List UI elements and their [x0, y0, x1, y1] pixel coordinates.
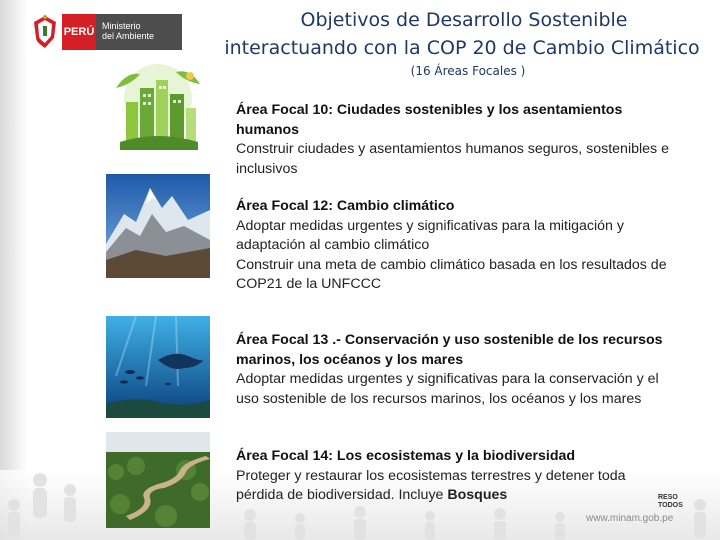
- focal-area-heading: Área Focal 12: Cambio climático: [236, 198, 455, 214]
- ministry-line-2: del Ambiente: [102, 31, 155, 41]
- focal-area-12: [236, 197, 676, 295]
- focal-area-10: [236, 101, 676, 179]
- focal-area-heading: Área Focal 14: Los ecosistemas y la biodiversidad: [236, 448, 576, 464]
- focal-area-heading: Área Focal 10: Ciudades sostenibles y los asentamientos humanos: [236, 102, 623, 138]
- website-url: www.minam.gob.pe: [586, 513, 674, 524]
- green-city-image: [106, 58, 210, 162]
- peru-label: PERÚ: [62, 14, 96, 50]
- focal-area-text: Adoptar medidas urgentes y significativas para la conservación y el uso sostenible de los recursos marinos, los océanos y los mares: [236, 371, 659, 407]
- title-line-2: interactuando con la COP 20 de Cambio Climático: [224, 37, 700, 59]
- river-forest-image: [106, 432, 210, 528]
- focal-area-13: [236, 331, 676, 409]
- reso-badge: [658, 494, 683, 510]
- title-line-1: Objetivos de Desarrollo Sostenible: [300, 9, 628, 31]
- focal-area-text-main: Proteger y restaurar los ecosistemas terrestres y detener toda pérdida de biodiversidad. Incluye: [236, 467, 626, 503]
- ocean-image: [106, 316, 210, 418]
- focal-area-text: Construir una meta de cambio climático basada en los resultados de COP21 de la UNFCCC: [236, 256, 667, 292]
- ministry-name: [96, 14, 182, 50]
- slide-title: [214, 6, 714, 62]
- focal-area-text: Construir ciudades y asentamientos humanos seguros, sostenibles e inclusivos: [236, 141, 669, 177]
- focal-area-text: Adoptar medidas urgentes y significativas para la mitigación y adaptación al cambio climático: [236, 217, 624, 253]
- focal-area-heading: Área Focal 13 .- Conservación y uso sostenible de los recursos marinos, los océanos y los mares: [236, 332, 663, 368]
- ministry-logo: [30, 14, 190, 50]
- focal-area-text: [236, 467, 676, 506]
- badge-line-1: RESO: [658, 494, 678, 501]
- coat-of-arms-icon: [30, 14, 60, 50]
- slide-subtitle: (16 Áreas Focales ): [410, 64, 526, 78]
- mountain-image: [106, 174, 210, 278]
- focal-area-14: [236, 447, 676, 506]
- badge-line-2: TODOS: [658, 502, 683, 509]
- focal-area-text-bold: Bosques: [447, 487, 508, 503]
- ministry-line-1: Ministerio: [102, 21, 141, 31]
